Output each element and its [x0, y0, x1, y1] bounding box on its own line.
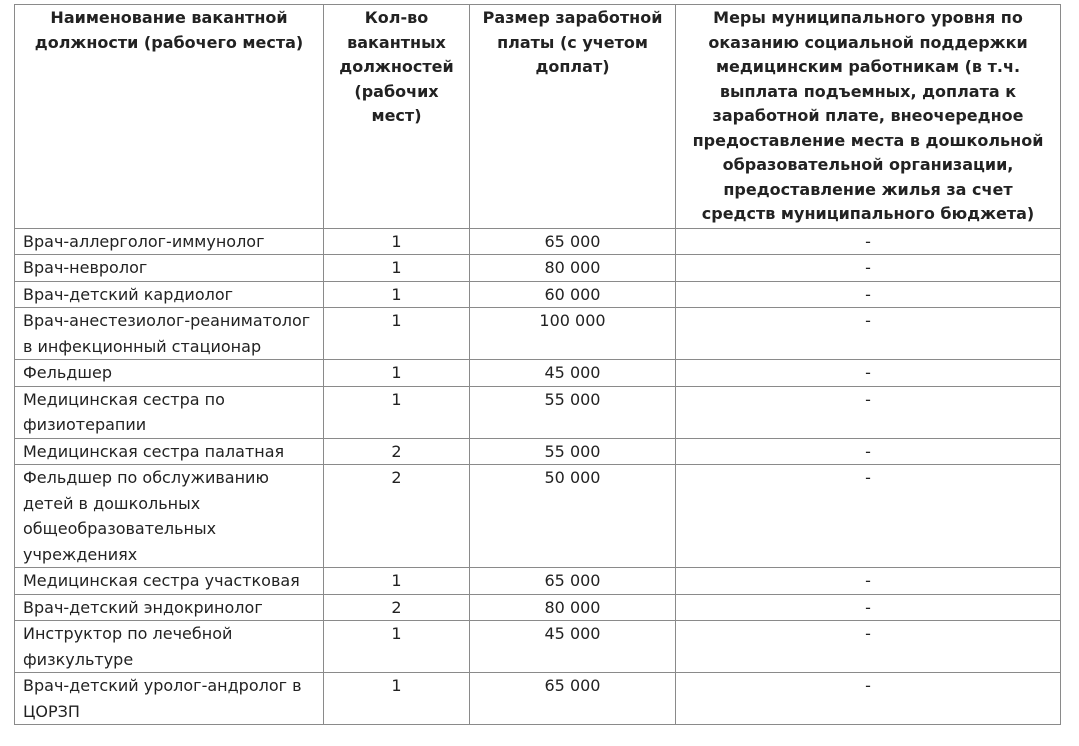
measures-cell: -	[676, 568, 1061, 595]
measures-cell: -	[676, 621, 1061, 673]
table-row	[15, 438, 1061, 465]
count-cell: 1	[324, 568, 470, 595]
position-cell: Врач-детский эндокринолог	[15, 594, 324, 621]
table-row	[15, 386, 1061, 438]
table-row	[15, 228, 1061, 255]
measures-cell: -	[676, 308, 1061, 360]
table-row	[15, 594, 1061, 621]
salary-cell: 65 000	[470, 568, 676, 595]
table-row	[15, 281, 1061, 308]
salary-cell: 100 000	[470, 308, 676, 360]
measures-cell: -	[676, 594, 1061, 621]
header-position: Наименование вакантной должности (рабочего места)	[15, 5, 324, 229]
measures-cell: -	[676, 255, 1061, 282]
position-cell: Медицинская сестра участковая	[15, 568, 324, 595]
salary-cell: 80 000	[470, 594, 676, 621]
count-cell: 1	[324, 281, 470, 308]
table-row	[15, 308, 1061, 360]
salary-cell: 60 000	[470, 281, 676, 308]
position-cell: Врач-анестезиолог-реаниматолог в инфекционный стационар	[15, 308, 324, 360]
header-measures: Меры муниципального уровня по оказанию социальной поддержки медицинским работникам (в т.ч. выплата подъемных, доплата к заработной плате, внеочередное предоставление места в дошкольной образовательной организации, предоставление жилья за счет средств муниципального бюджета)	[676, 5, 1061, 229]
position-cell: Врач-невролог	[15, 255, 324, 282]
salary-cell: 65 000	[470, 228, 676, 255]
position-cell: Врач-аллерголог-иммунолог	[15, 228, 324, 255]
table-row	[15, 673, 1061, 725]
header-count: Кол-во вакантных должностей (рабочих мест)	[324, 5, 470, 229]
count-cell: 1	[324, 621, 470, 673]
count-cell: 1	[324, 386, 470, 438]
salary-cell: 45 000	[470, 360, 676, 387]
measures-cell: -	[676, 438, 1061, 465]
table-row	[15, 621, 1061, 673]
table-row	[15, 255, 1061, 282]
position-cell: Медицинская сестра по физиотерапии	[15, 386, 324, 438]
table-row	[15, 465, 1061, 568]
count-cell: 2	[324, 594, 470, 621]
count-cell: 1	[324, 360, 470, 387]
header-salary: Размер заработной платы (с учетом доплат)	[470, 5, 676, 229]
position-cell: Врач-детский кардиолог	[15, 281, 324, 308]
measures-cell: -	[676, 465, 1061, 568]
measures-cell: -	[676, 673, 1061, 725]
position-cell: Медицинская сестра палатная	[15, 438, 324, 465]
count-cell: 1	[324, 673, 470, 725]
position-cell: Врач-детский уролог-андролог в ЦОРЗП	[15, 673, 324, 725]
count-cell: 1	[324, 255, 470, 282]
measures-cell: -	[676, 228, 1061, 255]
measures-cell: -	[676, 281, 1061, 308]
table-row	[15, 360, 1061, 387]
header-row	[15, 5, 1061, 229]
position-cell: Фельдшер по обслуживанию детей в дошкольных общеобразовательных учреждениях	[15, 465, 324, 568]
table-row	[15, 568, 1061, 595]
salary-cell: 55 000	[470, 438, 676, 465]
salary-cell: 65 000	[470, 673, 676, 725]
vacancies-table	[14, 4, 1061, 725]
salary-cell: 50 000	[470, 465, 676, 568]
salary-cell: 55 000	[470, 386, 676, 438]
salary-cell: 45 000	[470, 621, 676, 673]
measures-cell: -	[676, 360, 1061, 387]
count-cell: 1	[324, 228, 470, 255]
salary-cell: 80 000	[470, 255, 676, 282]
position-cell: Фельдшер	[15, 360, 324, 387]
count-cell: 1	[324, 308, 470, 360]
position-cell: Инструктор по лечебной физкультуре	[15, 621, 324, 673]
measures-cell: -	[676, 386, 1061, 438]
count-cell: 2	[324, 465, 470, 568]
count-cell: 2	[324, 438, 470, 465]
